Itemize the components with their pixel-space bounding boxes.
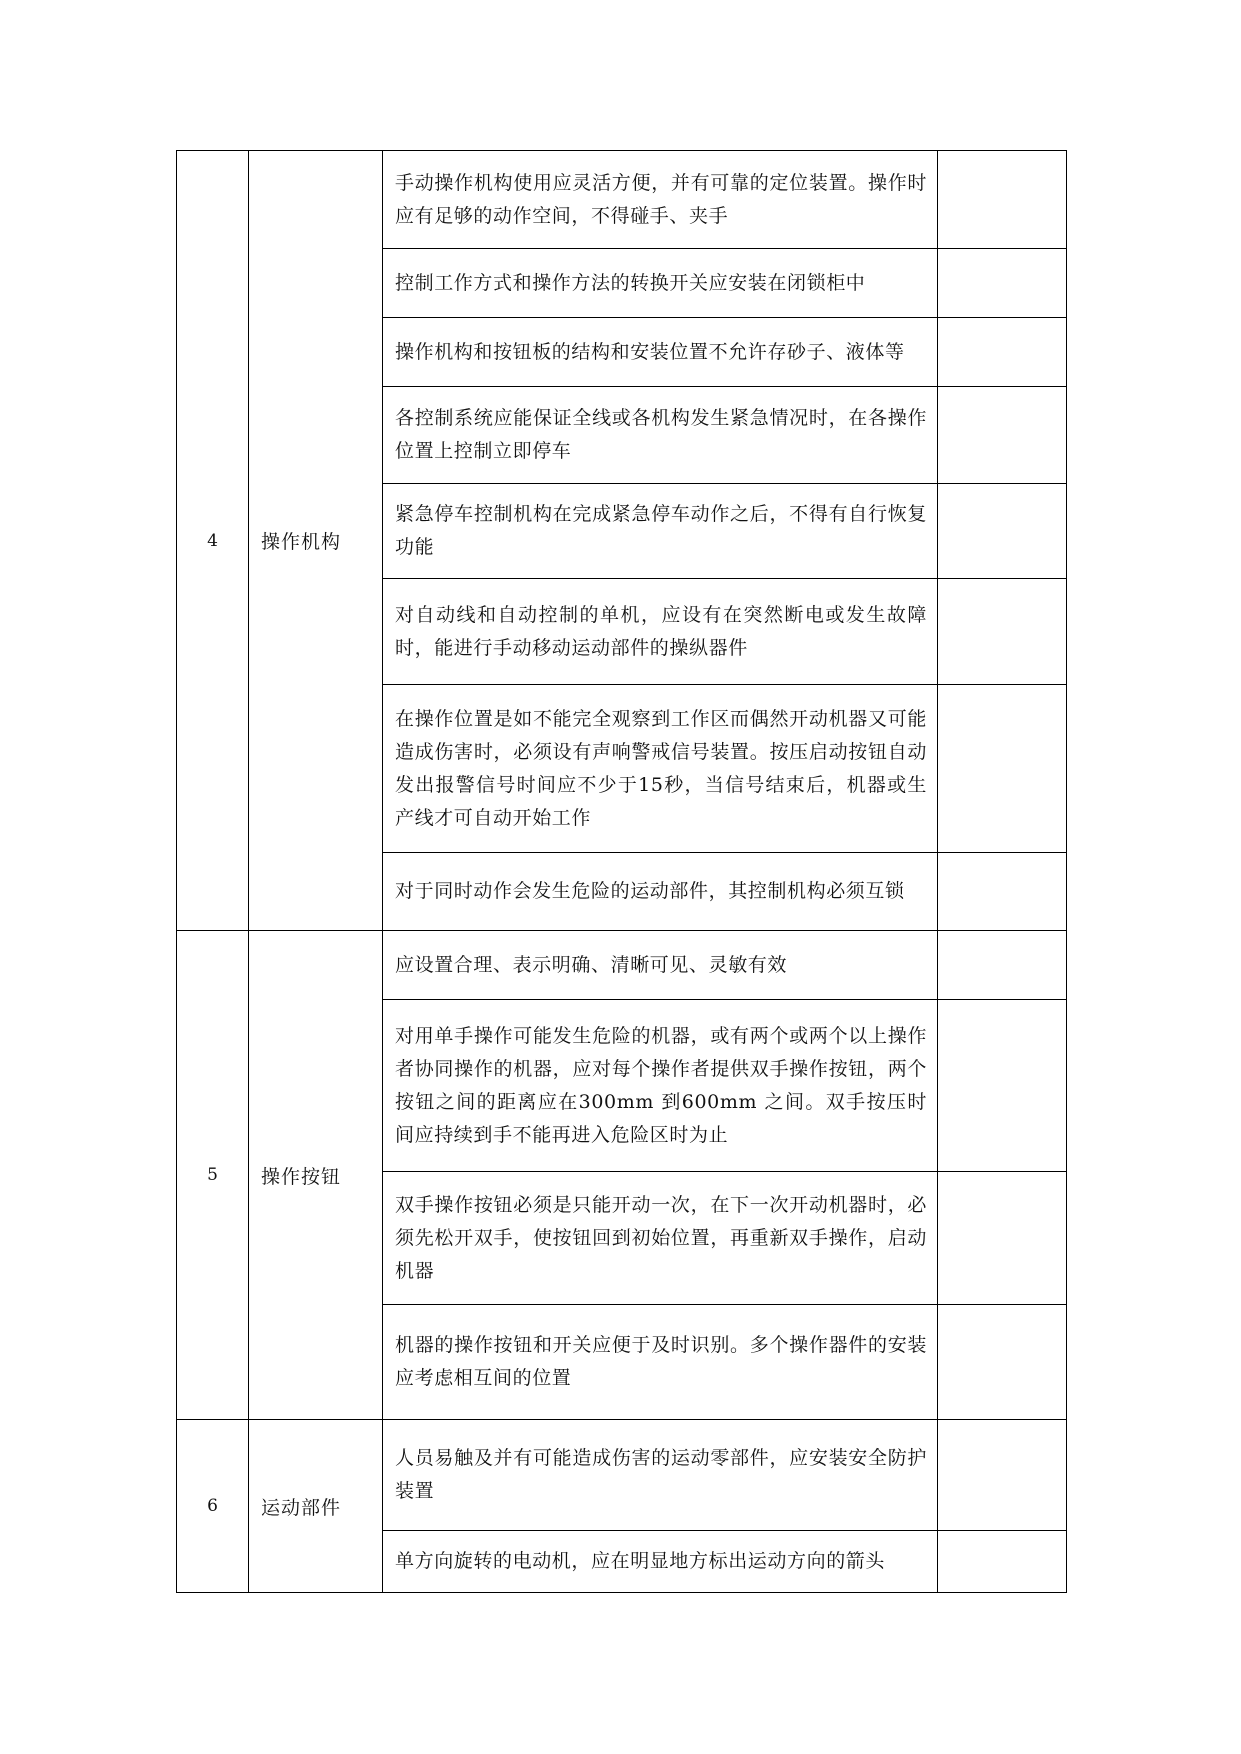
inspection-checklist-table	[176, 150, 1067, 1593]
requirement-text: 应设置合理、表示明确、清晰可见、灵敏有效	[383, 931, 938, 1000]
requirement-text: 各控制系统应能保证全线或各机构发生紧急情况时，在各操作位置上控制立即停车	[383, 387, 938, 484]
check-result-cell[interactable]	[938, 1531, 1067, 1593]
table-row	[177, 151, 1067, 249]
section-category: 操作机构	[249, 151, 383, 931]
section-number: 6	[177, 1420, 249, 1593]
requirement-text: 机器的操作按钮和开关应便于及时识别。多个操作器件的安装应考虑相互间的位置	[383, 1305, 938, 1420]
requirement-text: 控制工作方式和操作方法的转换开关应安装在闭锁柜中	[383, 249, 938, 318]
check-result-cell[interactable]	[938, 387, 1067, 484]
check-result-cell[interactable]	[938, 1305, 1067, 1420]
requirement-text: 对自动线和自动控制的单机，应设有在突然断电或发生故障时，能进行手动移动运动部件的操纵器件	[383, 579, 938, 685]
section-category: 操作按钮	[249, 931, 383, 1420]
check-result-cell[interactable]	[938, 931, 1067, 1000]
requirement-text: 操作机构和按钮板的结构和安装位置不允许存砂子、液体等	[383, 318, 938, 387]
check-result-cell[interactable]	[938, 151, 1067, 249]
requirement-text: 在操作位置是如不能完全观察到工作区而偶然开动机器又可能造成伤害时，必须设有声响警戒信号装置。按压启动按钮自动发出报警信号时间应不少于15秒，当信号结束后，机器或生产线才可自动开始工作	[383, 685, 938, 853]
requirement-text: 双手操作按钮必须是只能开动一次，在下一次开动机器时，必须先松开双手，使按钮回到初始位置，再重新双手操作，启动机器	[383, 1172, 938, 1305]
section-number: 4	[177, 151, 249, 931]
requirement-text: 对用单手操作可能发生危险的机器，或有两个或两个以上操作者协同操作的机器，应对每个操作者提供双手操作按钮，两个按钮之间的距离应在300mm 到600mm 之间。双手按压时间应持续到手不能再进入危险区时为止	[383, 1000, 938, 1172]
table-row	[177, 931, 1067, 1000]
section-category: 运动部件	[249, 1420, 383, 1593]
table-row	[177, 1420, 1067, 1531]
check-result-cell[interactable]	[938, 1172, 1067, 1305]
requirement-text: 紧急停车控制机构在完成紧急停车动作之后，不得有自行恢复功能	[383, 484, 938, 579]
requirement-text: 手动操作机构使用应灵活方便，并有可靠的定位装置。操作时应有足够的动作空间，不得碰手、夹手	[383, 151, 938, 249]
check-result-cell[interactable]	[938, 685, 1067, 853]
section-number: 5	[177, 931, 249, 1420]
check-result-cell[interactable]	[938, 249, 1067, 318]
check-result-cell[interactable]	[938, 579, 1067, 685]
check-result-cell[interactable]	[938, 318, 1067, 387]
check-result-cell[interactable]	[938, 1420, 1067, 1531]
requirement-text: 人员易触及并有可能造成伤害的运动零部件，应安装安全防护装置	[383, 1420, 938, 1531]
check-result-cell[interactable]	[938, 853, 1067, 931]
check-result-cell[interactable]	[938, 1000, 1067, 1172]
check-result-cell[interactable]	[938, 484, 1067, 579]
requirement-text: 单方向旋转的电动机，应在明显地方标出运动方向的箭头	[383, 1531, 938, 1593]
requirement-text: 对于同时动作会发生危险的运动部件，其控制机构必须互锁	[383, 853, 938, 931]
